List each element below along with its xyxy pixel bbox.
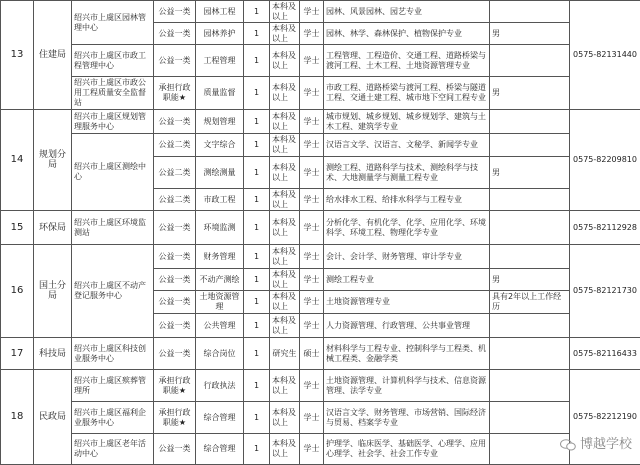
post-cell: 规划管理	[196, 110, 244, 134]
count-cell: 1	[244, 189, 270, 211]
major-cell: 护理学、临床医学、基础医学、心理学、应用心理学、社会学、社会工作专业	[324, 434, 490, 465]
category-cell: 公益一类	[154, 291, 196, 314]
major-cell: 汉语言文学、财务管理、市场营销、国际经济与贸易、档案学专业	[324, 402, 490, 434]
education-cell: 本科及以上	[270, 402, 300, 434]
degree-cell: 学士	[300, 211, 324, 245]
major-cell: 园林、林学、森林保护、植物保护专业	[324, 23, 490, 45]
degree-cell: 学士	[300, 1, 324, 23]
unit-cell: 绍兴市上虞区科技创业服务中心	[72, 338, 154, 370]
row-number: 13	[1, 1, 34, 110]
education-cell: 本科及以上	[270, 77, 300, 110]
other-cell: 具有2年以上工作经历	[490, 291, 570, 314]
count-cell: 1	[244, 314, 270, 338]
count-cell: 1	[244, 402, 270, 434]
table-row	[1, 110, 640, 134]
other-cell: 男	[490, 157, 570, 189]
unit-cell: 绍兴市上虞区老年活动中心	[72, 434, 154, 465]
phone-cell: 0575-82212190	[570, 370, 640, 465]
count-cell: 1	[244, 23, 270, 45]
table-row	[1, 370, 640, 402]
category-cell: 承担行政职能★	[154, 402, 196, 434]
table-row	[1, 434, 640, 465]
degree-cell: 学士	[300, 45, 324, 77]
education-cell: 本科及以上	[270, 110, 300, 134]
education-cell: 本科及以上	[270, 134, 300, 157]
department-cell: 环保局	[34, 211, 72, 245]
education-cell: 本科及以上	[270, 370, 300, 402]
category-cell: 公益二类	[154, 157, 196, 189]
count-cell: 1	[244, 110, 270, 134]
education-cell: 本科及以上	[270, 45, 300, 77]
table-row	[1, 402, 640, 434]
education-cell: 本科及以上	[270, 314, 300, 338]
post-cell: 综合管理	[196, 402, 244, 434]
phone-cell: 0575-82112928	[570, 211, 640, 245]
category-cell: 公益一类	[154, 110, 196, 134]
major-cell: 土地资源管理、计算机科学与技术、信息资源管理、法学专业	[324, 370, 490, 402]
other-cell	[490, 134, 570, 157]
category-cell: 公益一类	[154, 1, 196, 23]
category-cell: 公益二类	[154, 189, 196, 211]
table-row	[1, 77, 640, 110]
category-cell: 公益一类	[154, 338, 196, 370]
post-cell: 文字综合	[196, 134, 244, 157]
category-cell: 公益二类	[154, 134, 196, 157]
department-cell: 科技局	[34, 338, 72, 370]
count-cell: 1	[244, 1, 270, 23]
unit-cell: 绍兴市上虞区园林管理中心	[72, 1, 154, 45]
major-cell: 人力资源管理、行政管理、公共事业管理	[324, 314, 490, 338]
degree-cell: 学士	[300, 434, 324, 465]
table-row	[1, 245, 640, 269]
unit-cell: 绍兴市上虞区市政公用工程质量安全监督站	[72, 77, 154, 110]
degree-cell: 学士	[300, 245, 324, 269]
count-cell: 1	[244, 45, 270, 77]
education-cell: 本科及以上	[270, 211, 300, 245]
post-cell: 园林工程	[196, 1, 244, 23]
major-cell: 测绘工程专业	[324, 269, 490, 291]
category-cell: 承担行政职能★	[154, 77, 196, 110]
count-cell: 1	[244, 338, 270, 370]
major-cell: 分析化学、有机化学、化学、应用化学、环境科学、环境工程、物理化学专业	[324, 211, 490, 245]
other-cell	[490, 45, 570, 77]
row-number: 14	[1, 110, 34, 211]
degree-cell: 学士	[300, 157, 324, 189]
degree-cell: 学士	[300, 314, 324, 338]
category-cell: 公益一类	[154, 23, 196, 45]
education-cell: 本科及以上	[270, 23, 300, 45]
other-cell	[490, 370, 570, 402]
post-cell: 行政执法	[196, 370, 244, 402]
count-cell: 1	[244, 77, 270, 110]
category-cell: 公益一类	[154, 314, 196, 338]
major-cell: 测绘工程、道路科学与技术、测绘科学与技术、大地测量学与测量工程专业	[324, 157, 490, 189]
watermark-text: 博越学校	[580, 437, 632, 452]
category-cell: 承担行政职能★	[154, 370, 196, 402]
degree-cell: 学士	[300, 402, 324, 434]
category-cell: 公益一类	[154, 269, 196, 291]
unit-cell: 绍兴市上虞区环境监测站	[72, 211, 154, 245]
table-row	[1, 45, 640, 77]
post-cell: 工程管理	[196, 45, 244, 77]
post-cell: 公共管理	[196, 314, 244, 338]
education-cell: 本科及以上	[270, 245, 300, 269]
count-cell: 1	[244, 370, 270, 402]
post-cell: 园林养护	[196, 23, 244, 45]
other-cell	[490, 245, 570, 269]
other-cell	[490, 189, 570, 211]
post-cell: 不动产测绘	[196, 269, 244, 291]
other-cell	[490, 314, 570, 338]
count-cell: 1	[244, 134, 270, 157]
major-cell: 土地资源管理专业	[324, 291, 490, 314]
major-cell: 工程管理、工程造价、交通工程、道路桥梁与渡河工程、土木工程、土地资源管理专业	[324, 45, 490, 77]
post-cell: 土地资源管理	[196, 291, 244, 314]
phone-cell: 0575-82131440	[570, 1, 640, 110]
row-number: 18	[1, 370, 34, 465]
unit-cell: 绍兴市上虞区测绘中心	[72, 134, 154, 211]
department-cell: 住建局	[34, 1, 72, 110]
major-cell: 市政工程、道路桥梁与渡河工程、桥梁与隧道工程、交通土建工程、城市地下空间工程专业	[324, 77, 490, 110]
phone-cell: 0575-82209810	[570, 110, 640, 211]
degree-cell: 学士	[300, 269, 324, 291]
degree-cell: 学士	[300, 110, 324, 134]
post-cell: 财务管理	[196, 245, 244, 269]
category-cell: 公益一类	[154, 434, 196, 465]
other-cell: 男	[490, 269, 570, 291]
department-cell: 规划分局	[34, 110, 72, 211]
education-cell: 本科及以上	[270, 291, 300, 314]
unit-cell: 绍兴市上虞区福利企业服务中心	[72, 402, 154, 434]
education-cell: 本科及以上	[270, 269, 300, 291]
other-cell	[490, 1, 570, 23]
post-cell: 市政工程	[196, 189, 244, 211]
post-cell: 综合岗位	[196, 338, 244, 370]
degree-cell: 学士	[300, 134, 324, 157]
major-cell: 给水排水工程、给排水科学与工程专业	[324, 189, 490, 211]
education-cell: 本科及以上	[270, 189, 300, 211]
other-cell: 男	[490, 77, 570, 110]
category-cell: 公益一类	[154, 45, 196, 77]
degree-cell: 学士	[300, 370, 324, 402]
count-cell: 1	[244, 269, 270, 291]
degree-cell: 学士	[300, 77, 324, 110]
department-cell: 民政局	[34, 370, 72, 465]
degree-cell: 学士	[300, 189, 324, 211]
other-cell	[490, 110, 570, 134]
department-cell: 国土分局	[34, 245, 72, 338]
unit-cell: 绍兴市上虞区不动产登记服务中心	[72, 245, 154, 338]
other-cell: 男	[490, 23, 570, 45]
phone-cell: 0575-82121730	[570, 245, 640, 338]
row-number: 17	[1, 338, 34, 370]
post-cell: 环境监测	[196, 211, 244, 245]
education-cell: 本科及以上	[270, 1, 300, 23]
major-cell: 汉语言文学、汉语言、文秘学、新闻学专业	[324, 134, 490, 157]
other-cell	[490, 211, 570, 245]
education-cell: 研究生	[270, 338, 300, 370]
row-number: 15	[1, 211, 34, 245]
post-cell: 测绘测量	[196, 157, 244, 189]
major-cell: 城市规划、城乡规划、城乡规划学、建筑与土木工程、建筑学专业	[324, 110, 490, 134]
major-cell: 园林、风景园林、园艺专业	[324, 1, 490, 23]
post-cell: 综合管理	[196, 434, 244, 465]
degree-cell: 硕士	[300, 338, 324, 370]
major-cell: 会计、会计学、财务管理、审计学专业	[324, 245, 490, 269]
count-cell: 1	[244, 157, 270, 189]
unit-cell: 绍兴市上虞区规划管理服务中心	[72, 110, 154, 134]
post-cell: 质量监督	[196, 77, 244, 110]
other-cell	[490, 402, 570, 434]
watermark	[560, 433, 632, 452]
table-row	[1, 338, 640, 370]
unit-cell: 绍兴市上虞区殡葬管理所	[72, 370, 154, 402]
major-cell: 材料科学与工程专业、控制科学与工程类、机械工程类、金融学类	[324, 338, 490, 370]
category-cell: 公益一类	[154, 245, 196, 269]
count-cell: 1	[244, 211, 270, 245]
education-cell: 本科及以上	[270, 434, 300, 465]
category-cell: 公益一类	[154, 211, 196, 245]
table-row	[1, 211, 640, 245]
degree-cell: 学士	[300, 23, 324, 45]
count-cell: 1	[244, 245, 270, 269]
education-cell: 本科及以上	[270, 157, 300, 189]
count-cell: 1	[244, 291, 270, 314]
row-number: 16	[1, 245, 34, 338]
other-cell	[490, 434, 570, 465]
count-cell: 1	[244, 434, 270, 465]
table-row	[1, 134, 640, 157]
wechat-icon	[560, 439, 576, 451]
phone-cell: 0575-82116433	[570, 338, 640, 370]
other-cell	[490, 338, 570, 370]
table-row	[1, 1, 640, 23]
degree-cell: 学士	[300, 291, 324, 314]
unit-cell: 绍兴市上虞区市政工程管理中心	[72, 45, 154, 77]
